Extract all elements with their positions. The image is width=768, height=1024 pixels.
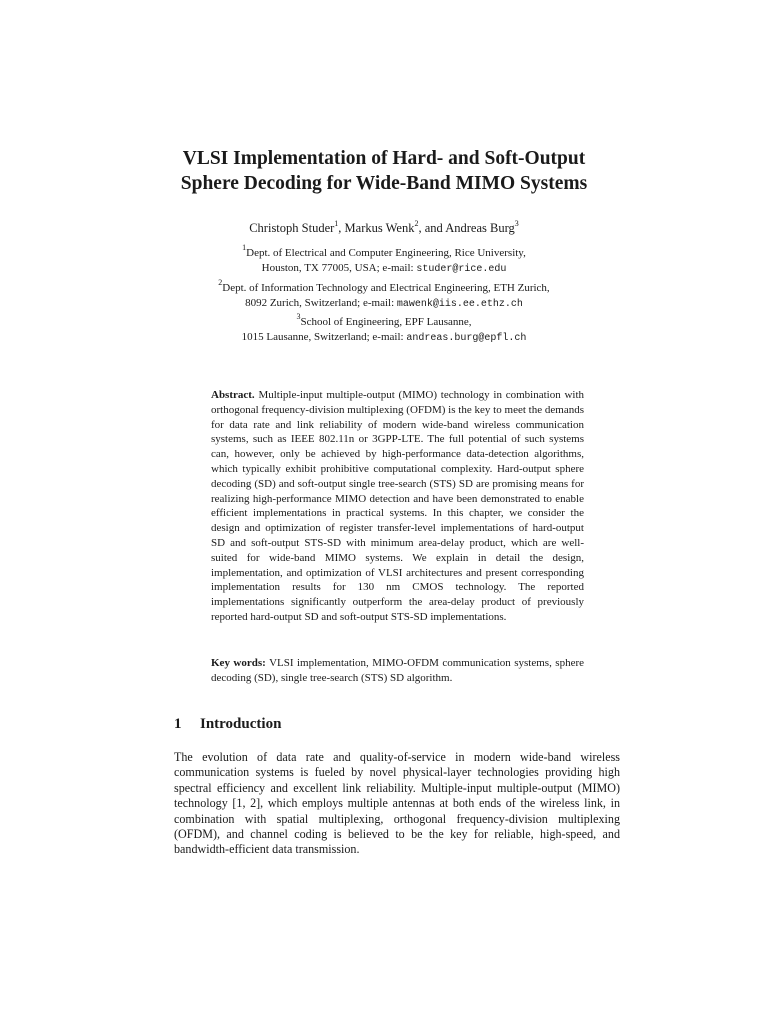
author-name: Markus Wenk — [344, 221, 415, 235]
author-name: Andreas Burg — [445, 221, 515, 235]
intro-paragraph: The evolution of data rate and quality-of-service in modern wide-band wireless communication systems is fueled by novel physical-layer technologies providing high spectral efficiency and excellent link reliability. Multiple-input multiple-output (MIMO) technology [1, 2], which employs multiple antennas at both ends of the wireless link, in combination with spatial multiplexing, orthogonal frequency-division multiplexing (OFDM), and channel coding is believed to be the key for reliable, high-speed, and bandwidth-efficient data transmission. — [174, 750, 620, 857]
author-affiliation-mark: 2 — [414, 218, 419, 228]
affiliation-dept: Dept. of Information Technology and Electrical Engineering, ETH Zurich, — [222, 282, 550, 294]
affiliation-email: studer@rice.edu — [416, 264, 507, 275]
paper-title — [120, 146, 648, 196]
affiliation-3 — [150, 312, 618, 346]
abstract — [211, 388, 584, 625]
author-separator: , — [338, 221, 345, 235]
author-separator: , and — [418, 221, 446, 235]
title-line-2: Sphere Decoding for Wide-Band MIMO Systems — [180, 173, 588, 194]
affiliation-email: andreas.burg@epfl.ch — [406, 333, 527, 344]
affiliation-address: Houston, TX 77005, USA; e-mail: — [261, 262, 417, 274]
keywords — [211, 656, 584, 686]
affiliation-mark: 2 — [218, 278, 223, 288]
affiliation-mark: 1 — [242, 243, 247, 253]
affiliation-dept: Dept. of Electrical and Computer Engineering, Rice University, — [246, 247, 526, 259]
author-affiliation-mark: 1 — [334, 218, 339, 228]
affiliation-mark: 3 — [296, 312, 301, 322]
section-number: 1 — [174, 716, 182, 732]
affiliation-address: 1015 Lausanne, Switzerland; e-mail: — [241, 331, 407, 343]
affiliation-email: mawenk@iis.ee.ethz.ch — [396, 299, 523, 310]
section-heading — [174, 714, 281, 734]
section-title: Introduction — [200, 716, 282, 732]
abstract-label: Abstract. — [211, 389, 255, 401]
author-name: Christoph Studer — [249, 221, 335, 235]
affiliation-dept: School of Engineering, EPF Lausanne, — [300, 316, 472, 328]
affiliation-address: 8092 Zurich, Switzerland; e-mail: — [245, 297, 397, 309]
affiliation-2 — [150, 278, 618, 312]
affiliation-1 — [150, 243, 618, 277]
author-affiliation-mark: 3 — [514, 218, 519, 228]
abstract-text: Multiple-input multiple-output (MIMO) technology in combination with orthogonal frequency-division multiplexing (OFDM) is the key to meet the demands for data rate and link reliability of modern wide-band wireless communication systems, such as IEEE 802.11n or 3GPP-LTE. The full potential of such systems can, however, only be achieved by high-performance data-detection algorithms, which typically exhibit prohibitive computational complexity. Hard-output sphere decoding (SD) and soft-output single tree-search (STS) SD are promising means for realizing high-performance MIMO detection and have been demonstrated to enable efficient implementations in practical systems. In this chapter, we consider the design and optimization of register transfer-level implementations of hard-output SD and soft-output STS-SD with minimum area-delay product, which are well-suited for wide-band MIMO systems. We explain in detail the design, implementation, and optimization of VLSI architectures and present corresponding implementation results for 130 nm CMOS technology. The reported implementations significantly outperform the area-delay product of previously reported hard-output SD and soft-output STS-SD implementations. — [211, 389, 584, 623]
keywords-text: VLSI implementation, MIMO-OFDM communication systems, sphere decoding (SD), single tree-search (STS) SD algorithm. — [211, 657, 584, 684]
author-list — [120, 220, 648, 236]
keywords-label: Key words: — [211, 657, 266, 669]
title-line-1: VLSI Implementation of Hard- and Soft-Output — [182, 148, 586, 169]
